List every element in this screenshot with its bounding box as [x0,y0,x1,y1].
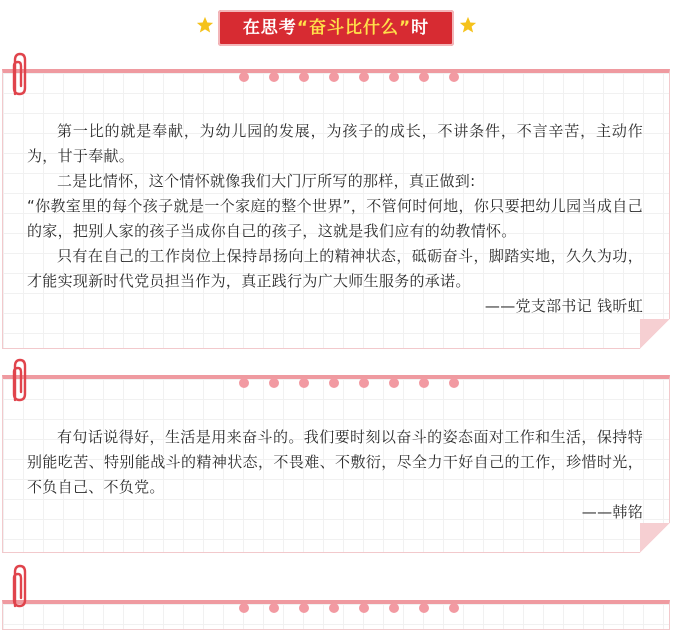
decorative-dot [239,72,249,82]
paperclip-icon [6,356,32,406]
decorative-dot [449,72,459,82]
decorative-dot [329,378,339,388]
signature: ——韩铭 [581,503,643,521]
title-banner [218,10,454,46]
paragraph: 只有在自己的工作岗位上保持昂扬向上的精神状态，砥砺奋斗，脚踏实地，久久为功，才能实现新时代党员担当作为，真正践行为广大师生服务的承诺。 [27,247,643,290]
page-fold-corner [640,319,670,349]
paragraph: 二是比情怀，这个情怀就像我们大门厅所写的那样，真正做到: [57,172,476,190]
star-icon [196,16,214,34]
decorative-dot [269,72,279,82]
page-title [218,10,454,46]
paperclip-icon [6,50,32,100]
decorative-dot [239,378,249,388]
decorative-dot [419,378,429,388]
signature: ——党支部书记 钱昕虹 [484,297,643,315]
decorative-dot [299,378,309,388]
decorative-dot [329,72,339,82]
quote-card [2,69,670,349]
title-text-before: 在思考 [242,18,297,38]
star-icon [459,16,477,34]
decorative-dot [419,72,429,82]
decorative-dot [359,72,369,82]
section-header [0,0,675,52]
paragraph: 第一比的就是奉献，为幼儿园的发展，为孩子的成长，不讲条件，不言辛苦，主动作为，甘于奉献。 [27,122,643,165]
paperclip-icon [6,562,32,612]
paragraph: “你教室里的每个孩子就是一个家庭的整个世界”，不管何时何地，你只要把幼儿园当成自己的家，把别人家的孩子当成你自己的孩子，这就是我们应有的幼教情怀。 [27,197,643,240]
decorative-dot [299,72,309,82]
quote-card [2,600,670,630]
title-text-after: 时 [411,18,430,38]
decorative-dot [269,378,279,388]
card-body [27,119,643,319]
decorative-dot [389,72,399,82]
decorative-dot [389,378,399,388]
decorative-dot [449,378,459,388]
paragraph: 有句话说得好，生活是用来奋斗的。我们要时刻以奋斗的姿态面对工作和生活，保持特别能吃苦、特别能战斗的精神状态，不畏难、不敷衍，尽全力干好自己的工作，珍惜时光，不负自己、不负党。 [27,428,643,496]
title-quote: “奋斗比什么” [296,18,412,38]
decorative-dot [359,378,369,388]
quote-card [2,375,670,553]
page-fold-corner [640,523,670,553]
card-body [27,425,643,525]
